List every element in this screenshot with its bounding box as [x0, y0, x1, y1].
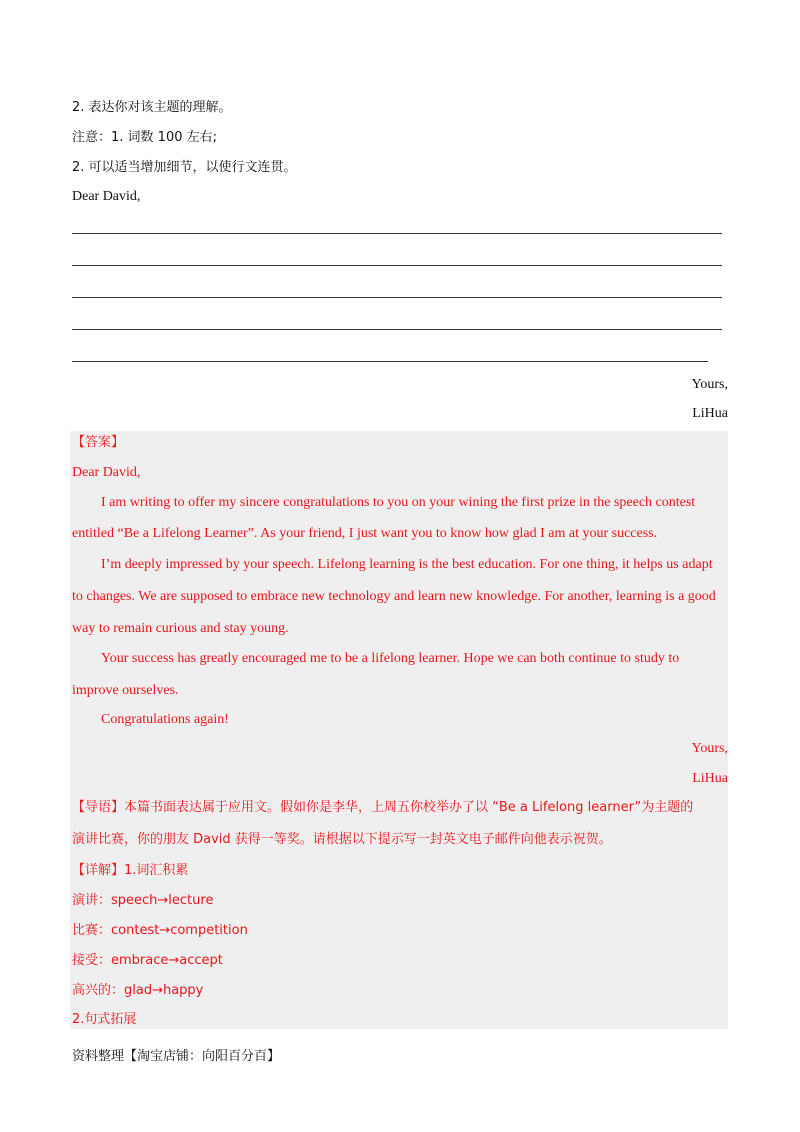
answer-paragraph-2-line-3: way to remain curious and stay young. [72, 621, 289, 636]
writing-line [72, 329, 722, 330]
answer-paragraph-2-line-1: I’m deeply impressed by your speech. Lifelong learning is the best education. For one thing, it helps us adapt [101, 557, 713, 572]
guide-line-2: 演讲比赛，你的朋友 David 获得一等奖。请根据以下提示写一封英文电子邮件向他表示祝贺。 [72, 832, 612, 847]
writing-line [72, 233, 722, 234]
writing-line [72, 297, 722, 298]
letter-closing: Yours, [691, 377, 728, 392]
requirement-2: 2. 表达你对该主题的理解。 [72, 100, 232, 115]
answer-signature: LiHua [692, 771, 728, 786]
note-word-count: 注意：1. 词数 100 左右; [72, 130, 217, 145]
answer-closing: Yours, [691, 741, 728, 756]
vocab-item: 接受：embrace→accept [72, 953, 223, 968]
answer-paragraph-1-line-2: entitled “Be a Lifelong Learner”. As your friend, I just want you to know how glad I am at your success. [72, 526, 658, 541]
vocab-item: 演讲：speech→lecture [72, 893, 214, 908]
page-footer: 资料整理【淘宝店铺：向阳百分百】 [72, 1049, 281, 1064]
letter-signature: LiHua [692, 406, 728, 421]
answer-paragraph-3-line-1: Your success has greatly encouraged me to be a lifelong learner. Hope we can both continue to study to [101, 651, 680, 666]
answer-paragraph-3-line-2: improve ourselves. [72, 683, 179, 698]
detail-heading: 【详解】1.词汇积累 [72, 863, 189, 878]
answer-paragraph-1-line-1: I am writing to offer my sincere congratulations to you on your wining the first prize in the speech contest [101, 495, 696, 510]
writing-line [72, 361, 708, 362]
vocab-item: 比赛：contest→competition [72, 923, 248, 938]
vocab-item: 高兴的：glad→happy [72, 983, 204, 998]
guide-line-1: 【导语】本篇书面表达属于应用文。假如你是李华，上周五你校举办了以 “Be a Lifelong learner”为主题的 [72, 800, 694, 815]
answer-paragraph-2-line-2: to changes. We are supposed to embrace new technology and learn new knowledge. For another, learning is a good [72, 589, 716, 604]
writing-line [72, 265, 722, 266]
answer-salutation: Dear David, [72, 465, 141, 480]
detail-heading-2: 2.句式拓展 [72, 1012, 137, 1027]
note-details: 2. 可以适当增加细节，以使行文连贯。 [72, 160, 297, 175]
answer-paragraph-4: Congratulations again! [101, 712, 229, 727]
answer-label: 【答案】 [72, 435, 125, 450]
letter-salutation: Dear David, [72, 189, 141, 204]
